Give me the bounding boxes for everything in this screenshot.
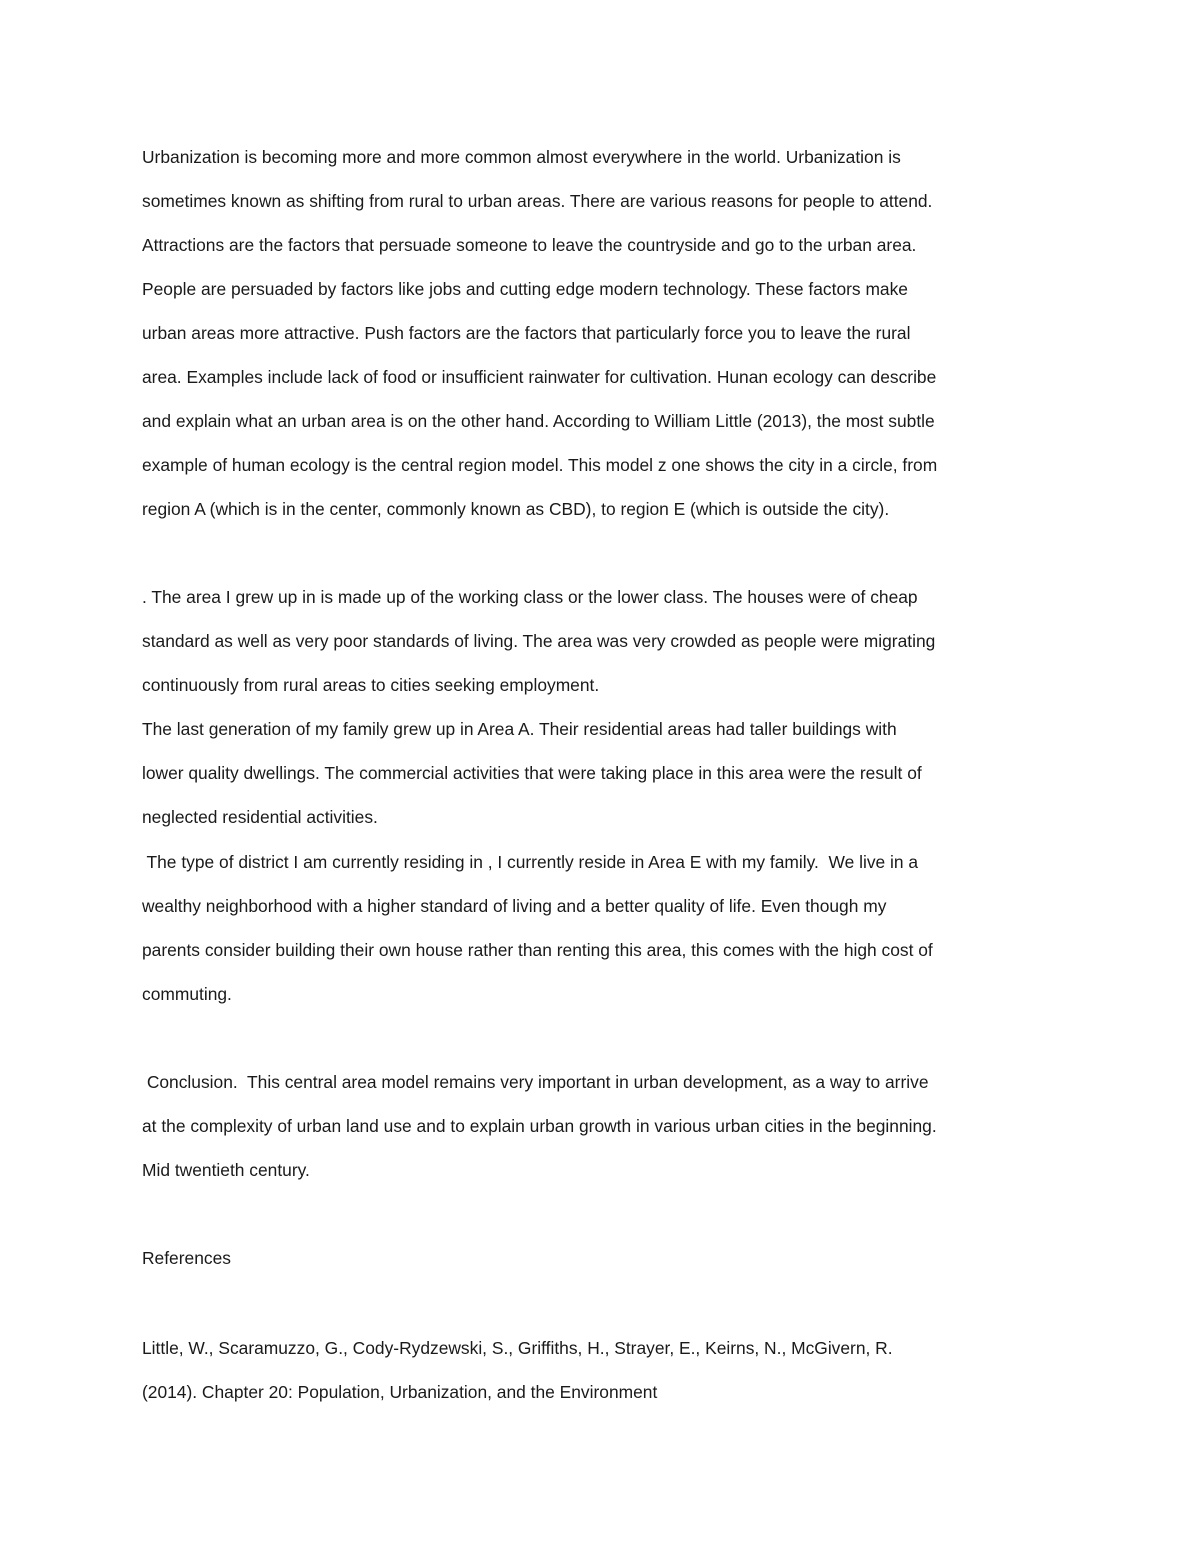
- text-line: example of human ecology is the central region model. This model z one shows the city in a circle, from: [142, 455, 938, 475]
- text-line: People are persuaded by factors like jobs and cutting edge modern technology. These factors make: [142, 279, 908, 299]
- text-line: parents consider building their own house rather than renting this area, this comes with the high cost of: [142, 940, 933, 960]
- text-line: wealthy neighborhood with a higher standard of living and a better quality of life. Even though my: [142, 896, 887, 916]
- text-line: region A (which is in the center, commonly known as CBD), to region E (which is outside the city).: [142, 499, 890, 519]
- text-line: urban areas more attractive. Push factors are the factors that particularly force you to leave the rural: [142, 323, 911, 343]
- text-line: The last generation of my family grew up in Area A. Their residential areas had taller buildings with: [142, 719, 897, 739]
- text-line: Mid twentieth century.: [142, 1160, 310, 1180]
- references-heading: References: [142, 1248, 231, 1268]
- text-line: The type of district I am currently residing in , I currently reside in Area E with my family. We live in a: [142, 852, 919, 872]
- text-line: continuously from rural areas to cities seeking employment.: [142, 675, 600, 695]
- text-line: Little, W., Scaramuzzo, G., Cody-Rydzewski, S., Griffiths, H., Strayer, E., Keirns, N., McGivern, R.: [142, 1338, 893, 1358]
- text-line: Urbanization is becoming more and more common almost everywhere in the world. Urbanization is: [142, 147, 901, 167]
- text-line: sometimes known as shifting from rural to urban areas. There are various reasons for people to attend.: [142, 191, 933, 211]
- text-line: and explain what an urban area is on the other hand. According to William Little (2013), the most subtle: [142, 411, 935, 431]
- text-line: lower quality dwellings. The commercial activities that were taking place in this area were the result of: [142, 763, 922, 783]
- text-line: at the complexity of urban land use and to explain urban growth in various urban cities in the beginning.: [142, 1116, 937, 1136]
- text-line: (2014). Chapter 20: Population, Urbanization, and the Environment: [142, 1382, 658, 1402]
- text-line: neglected residential activities.: [142, 807, 378, 827]
- text-line: Conclusion. This central area model remains very important in urban development, as a way to arrive: [142, 1072, 929, 1092]
- text-line: commuting.: [142, 984, 232, 1004]
- text-line: area. Examples include lack of food or insufficient rainwater for cultivation. Hunan ecology can describe: [142, 367, 937, 387]
- text-line: . The area I grew up in is made up of the working class or the lower class. The houses were of cheap: [142, 587, 918, 607]
- text-line: Attractions are the factors that persuade someone to leave the countryside and go to the urban area.: [142, 235, 917, 255]
- text-line: standard as well as very poor standards of living. The area was very crowded as people were migrating: [142, 631, 936, 651]
